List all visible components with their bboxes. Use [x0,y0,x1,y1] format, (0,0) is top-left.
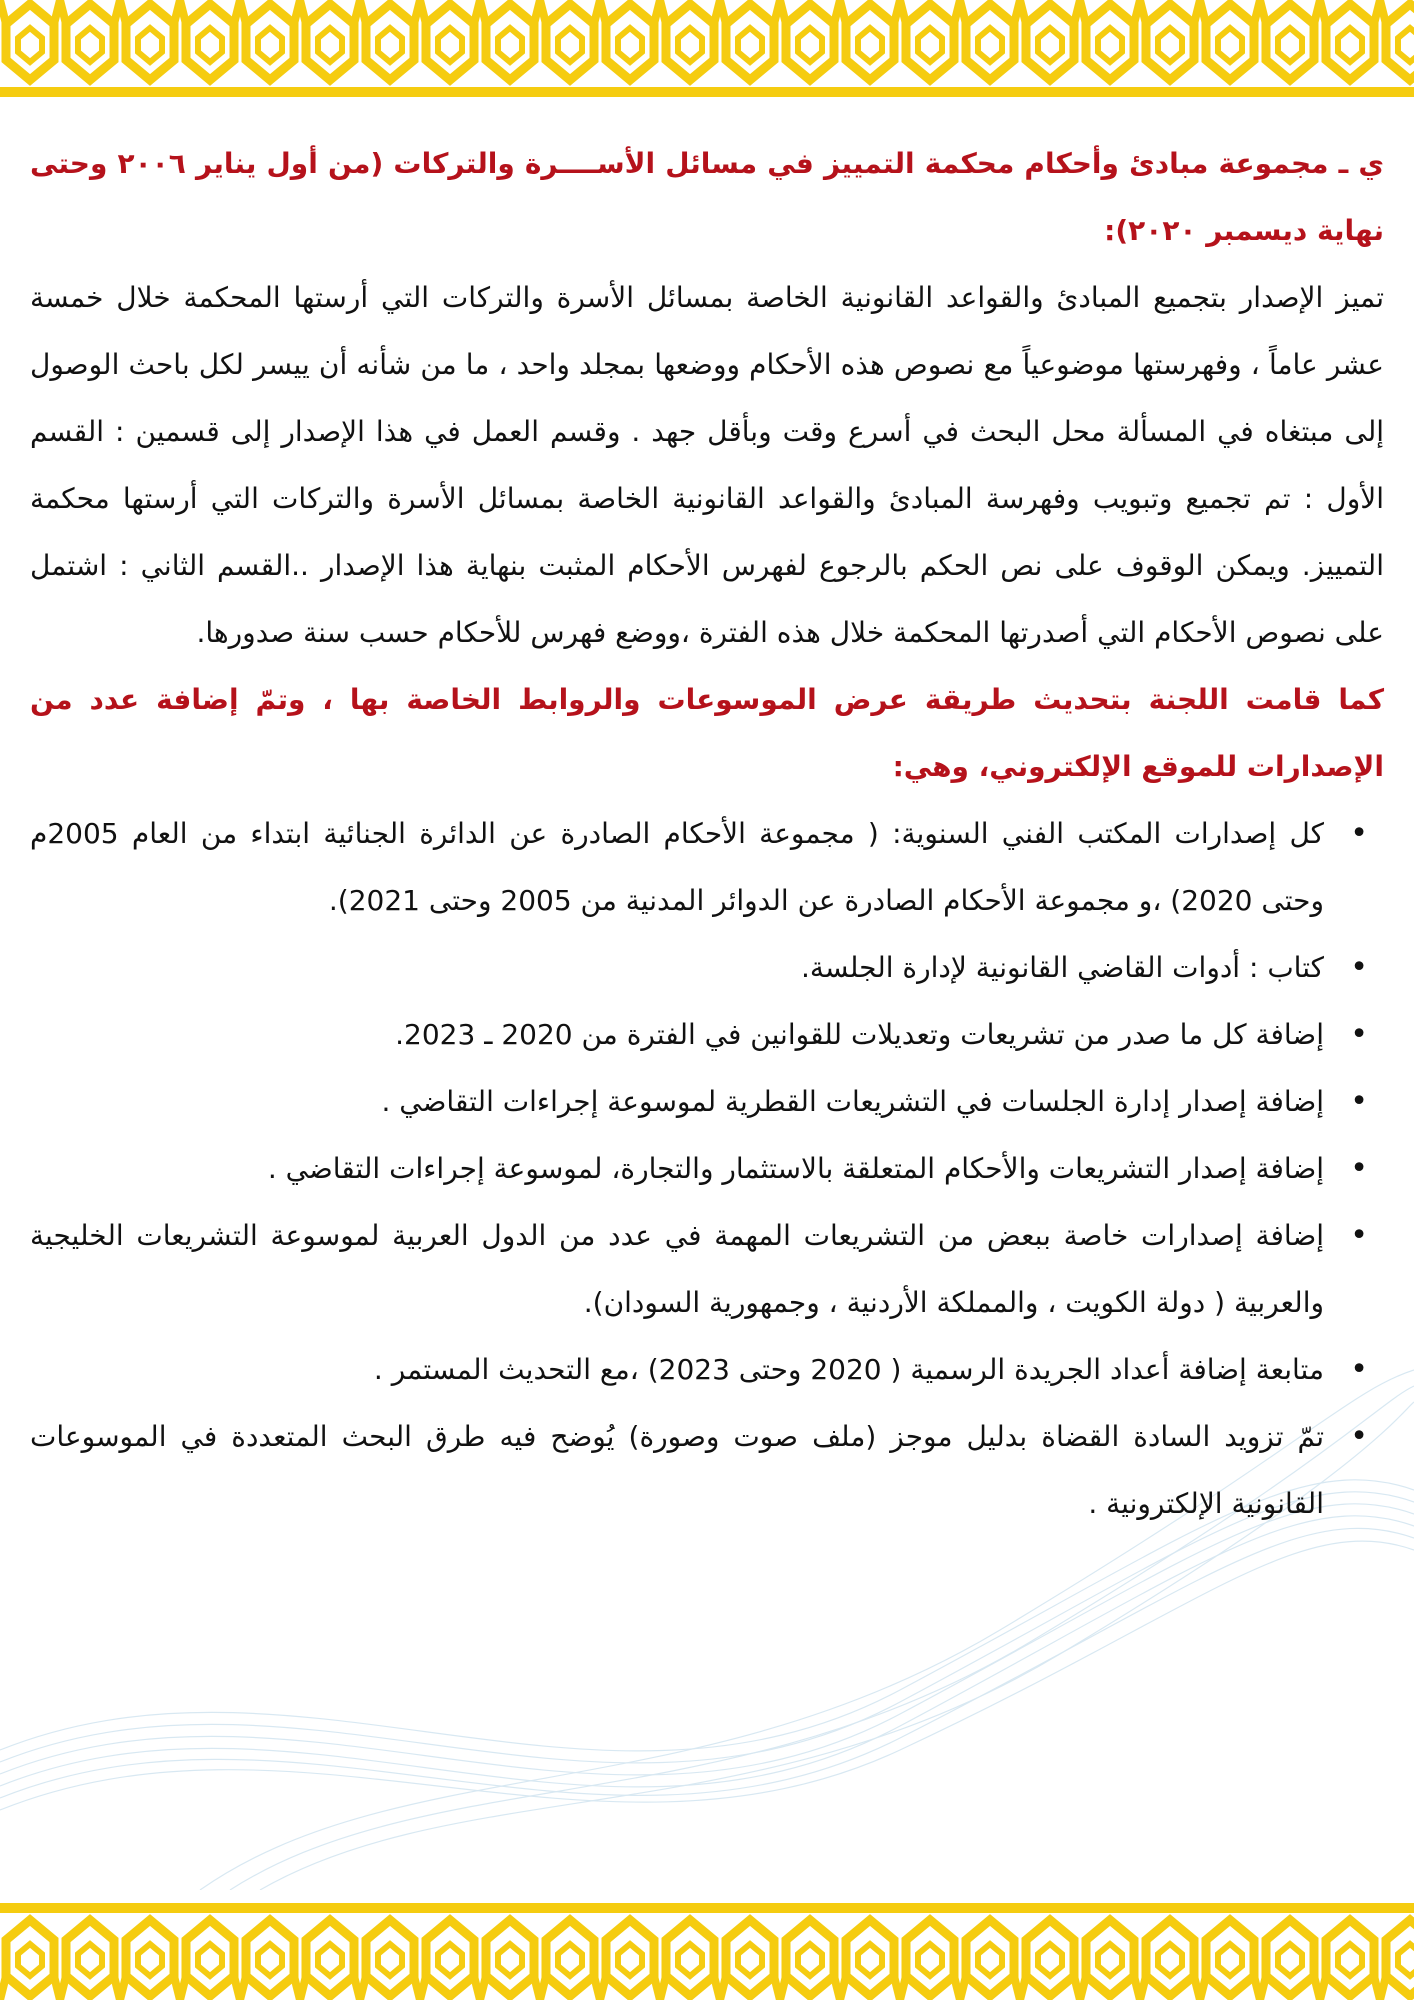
document-body [30,130,1384,1537]
list-item: • تمّ تزويد السادة القضاة بدليل موجز (ملف صوت وصورة) يُوضح فيه طرق البحث المتعددة في الموسوعات القانونية الإلكترونية . [30,1403,1384,1537]
list-item: • إضافة إصدار إدارة الجلسات في التشريعات القطرية لموسوعة إجراءات التقاضي . [30,1068,1384,1135]
geometric-pattern-icon [0,0,1414,100]
updates-list [30,800,1384,1537]
list-item: • إضافة إصدارات خاصة ببعض من التشريعات المهمة في عدد من الدول العربية لموسوعة التشريعات الخليجية والعربية ( دولة الكويت ، والمملكة الأردنية ، وجمهورية السودان). [30,1202,1384,1336]
top-ornament-border [0,0,1414,100]
list-item: • كتاب : أدوات القاضي القانونية لإدارة الجلسة. [30,934,1384,1001]
list-item: • كل إصدارات المكتب الفني السنوية: ( مجموعة الأحكام الصادرة عن الدائرة الجنائية ابتداء من العام 2005م وحتى 2020) ،و مجموعة الأحكام الصادرة عن الدوائر المدنية من 2005 وحتى 2021). [30,800,1384,934]
intro-paragraph: تميز الإصدار بتجميع المبادئ والقواعد القانونية الخاصة بمسائل الأسرة والتركات التي أرستها المحكمة خلال خمسة عشر عاماً ، وفهرستها موضوعياً مع نصوص هذه الأحكام ووضعها بمجلد واحد ، ما من شأنه أن ييسر لكل باحث الوصول إلى مبتغاه في المسألة محل البحث في أسرع وقت وبأقل جهد . وقسم العمل في هذا الإصدار إلى قسمين : القسم الأول : تم تجميع وتبويب وفهرسة المبادئ والقواعد القانونية الخاصة بمسائل الأسرة والتركات التي أرستها محكمة التمييز. ويمكن الوقوف على نص الحكم بالرجوع لفهرس الأحكام المثبت بنهاية هذا الإصدار ..القسم الثاني : اشتمل على نصوص الأحكام التي أصدرتها المحكمة خلال هذه الفترة ،ووضع فهرس للأحكام حسب سنة صدورها. [30,281,1384,649]
geometric-pattern-icon [0,1900,1414,2000]
update-heading: كما قامت اللجنة بتحديث طريقة عرض الموسوعات والروابط الخاصة بها ، وتمّ إضافة عدد من الإصدارات للموقع الإلكتروني، وهي: [30,683,1384,783]
section-heading: ي ـ مجموعة مبادئ وأحكام محكمة التمييز في مسائل الأســــرة والتركات (من أول يناير ٢٠٠٦ وحتى نهاية ديسمبر ٢٠٢٠): [30,147,1384,247]
bottom-ornament-border [0,1900,1414,2000]
list-item: • متابعة إضافة أعداد الجريدة الرسمية ( 2020 وحتى 2023) ،مع التحديث المستمر . [30,1336,1384,1403]
list-item: • إضافة كل ما صدر من تشريعات وتعديلات للقوانين في الفترة من 2020 ـ 2023. [30,1001,1384,1068]
list-item: • إضافة إصدار التشريعات والأحكام المتعلقة بالاستثمار والتجارة، لموسوعة إجراءات التقاضي . [30,1135,1384,1202]
